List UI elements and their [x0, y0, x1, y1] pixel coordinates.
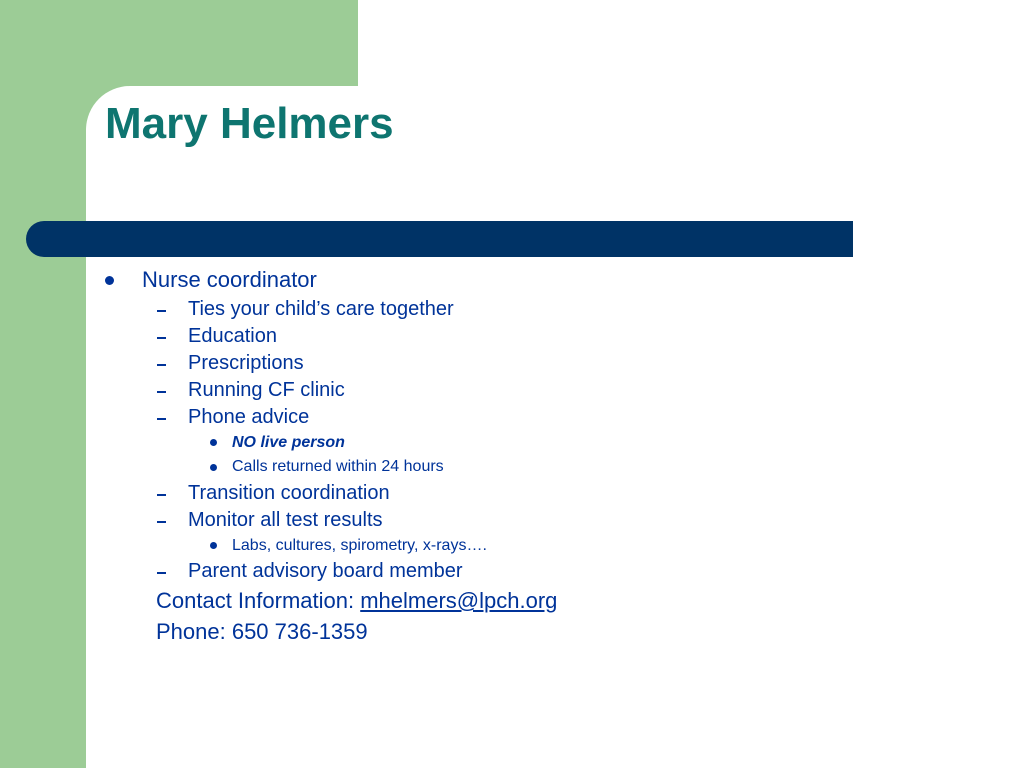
bullet-dot [210, 542, 217, 549]
list-item: Prescriptions [188, 352, 304, 374]
email-link[interactable]: mhelmers@lpch.org [360, 588, 558, 613]
list-item: Education [188, 325, 277, 347]
list-subitem: Calls returned within 24 hours [232, 458, 444, 475]
list-item: Parent advisory board member [188, 560, 463, 582]
bullet-role: Nurse coordinator [142, 267, 317, 292]
bullet-dot [210, 439, 217, 446]
list-item: Monitor all test results [188, 509, 383, 531]
phone-line: Phone: 650 736-1359 [156, 619, 368, 644]
dash-marker [157, 337, 166, 339]
list-item: Ties your child’s care together [188, 298, 454, 320]
list-subitem: NO live person [232, 434, 345, 451]
dash-marker [157, 521, 166, 523]
list-subitem: Labs, cultures, spirometry, x-rays…. [232, 537, 487, 554]
slide-title: Mary Helmers [105, 99, 394, 148]
list-item: Running CF clinic [188, 379, 345, 401]
dash-marker [157, 494, 166, 496]
dash-marker [157, 418, 166, 420]
list-item: Transition coordination [188, 482, 390, 504]
dash-marker [157, 391, 166, 393]
list-item: Phone advice [188, 406, 310, 428]
contact-label: Contact Information: [156, 588, 361, 613]
bullet-dot [105, 276, 114, 285]
dash-marker [157, 364, 166, 366]
dash-marker [157, 572, 166, 574]
bullet-dot [210, 464, 217, 471]
dash-marker [157, 310, 166, 312]
contact-line [156, 588, 557, 614]
